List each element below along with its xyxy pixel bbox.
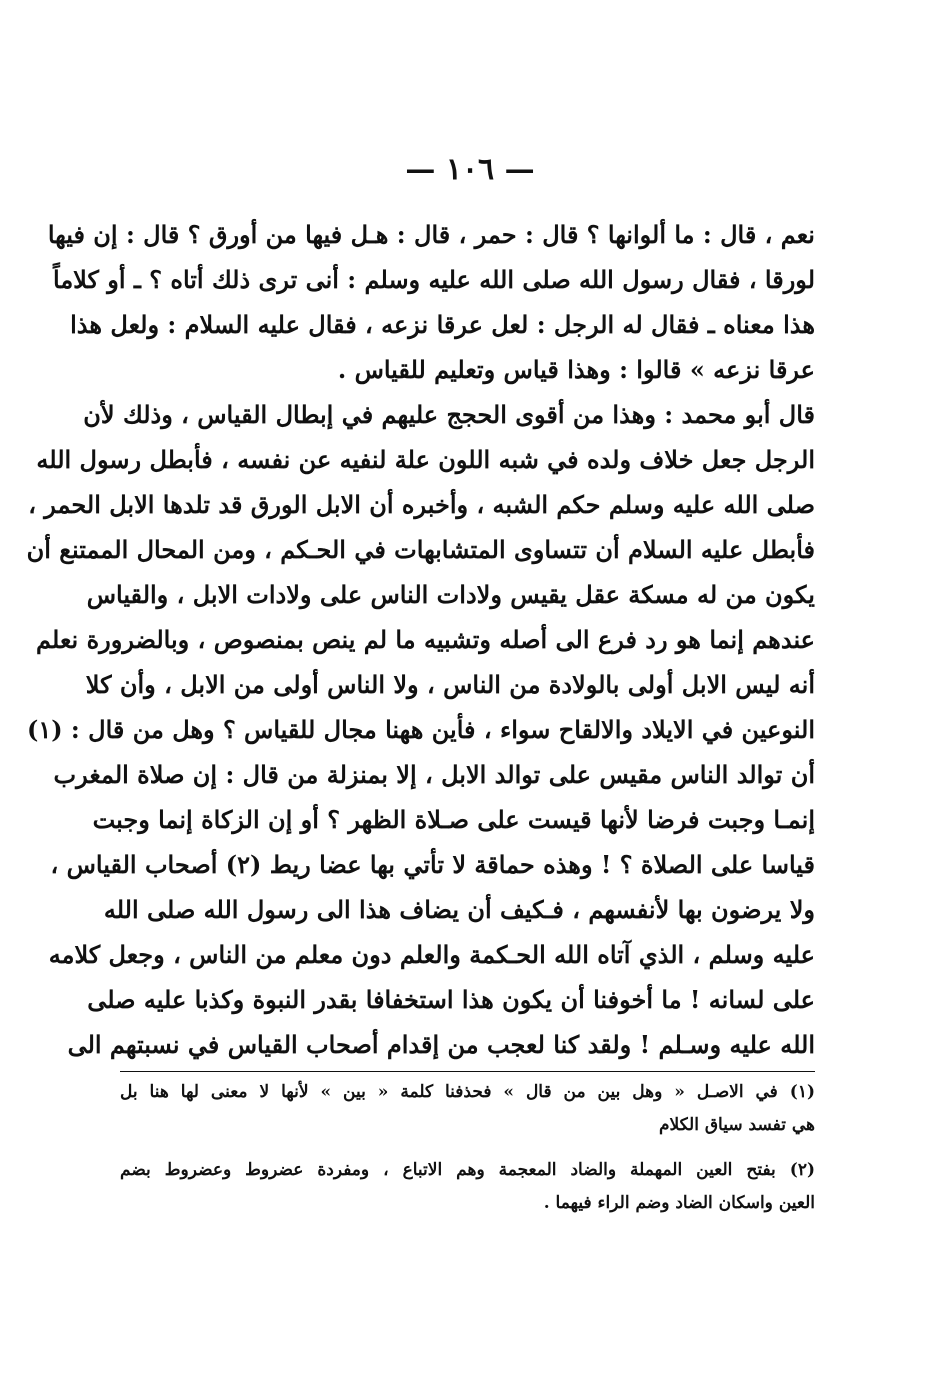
footnote-spacer xyxy=(120,1142,815,1154)
text-line: أنه ليس الابل أولى بالولادة من الناس ، ولا الناس أولى من الابل ، وأن كلا xyxy=(85,670,815,699)
main-text xyxy=(26,212,815,1067)
footnote-line: العين واسكان الضاد وضم الراء فيهما . xyxy=(543,1193,815,1213)
text-line: لورقا ، فقال رسول الله صلى الله عليه وسلم : أنى ترى ذلك أتاه ؟ ـ أو كلاماً xyxy=(53,265,815,294)
text-line: الرجل جعل خلاف ولده في شبه اللون علة لنفيه عن نفسه ، فأبطل رسول الله xyxy=(36,445,815,474)
text-line: الله عليه وسـلم ! ولقد كنا لعجب من إقدام أصحاب القياس في نسبتهم الى xyxy=(67,1030,815,1059)
text-line: النوعين في الايلاد والالقاح سواء ، فأين ههنا مجال للقياس ؟ وهل من قال : (١) xyxy=(26,715,815,744)
text-line: قياسا على الصلاة ؟ ! وهذه حماقة لا تأتي بها عضا ريط (٢) أصحاب القياس ، xyxy=(50,850,815,879)
text-line: قال أبو محمد : وهذا من أقوى الحجج عليهم في إبطال القياس ، وذلك لأن xyxy=(83,400,815,429)
footnote-divider xyxy=(120,1071,815,1072)
text-line: ولا يرضون بها لأنفسهم ، فـكيف أن يضاف هذا الى رسول الله صلى الله xyxy=(103,895,815,924)
footnote-2 xyxy=(120,1154,815,1220)
text-line: عليه وسلم ، الذي آتاه الله الحـكمة والعلم دون معلم من الناس ، وجعل كلامه xyxy=(48,940,815,969)
text-line: فأبطل عليه السلام أن تتساوى المتشابهات في الحـكم ، ومن المحال الممتنع أن xyxy=(26,535,815,564)
text-line: يكون من له مسكة عقل يقيس ولادات الناس على ولادات الابل ، والقياس xyxy=(86,580,815,609)
text-line: على لسانه ! ما أخوفنا أن يكون هذا استخفافا بقدر النبوة وكذبا عليه صلى xyxy=(87,985,815,1014)
text-line: نعم ، قال : ما ألوانها ؟ قال : حمر ، قال : هـل فيها من أورق ؟ قال : إن فيها xyxy=(47,220,815,249)
footnote-1 xyxy=(120,1076,815,1142)
text-line: عرقا نزعه » قالوا : وهذا قياس وتعليم للقياس . xyxy=(337,355,815,384)
footnote-line: (١) في الاصـل « وهل بين من قال » فحذفنا كلمة « بين » لأنها لا معنى لها هنا بل xyxy=(120,1082,815,1102)
text-line: أن توالد الناس مقيس على توالد الابل ، إلا بمنزلة من قال : إن صلاة المغرب xyxy=(53,760,815,789)
text-line: هذا معناه ـ فقال له الرجل : لعل عرقا نزعه ، فقال عليه السلام : ولعل هذا xyxy=(70,310,815,339)
text-line: صلى الله عليه وسلم حكم الشبه ، وأخبره أن الابل الورق قد تلدها الابل الحمر ، xyxy=(28,490,815,519)
footnote-line: (٢) بفتح العين المهملة والضاد المعجمة وهم الاتباع ، ومفردة عضروط وعضروط بضم xyxy=(120,1160,815,1180)
page-number: — ١٠٦ — xyxy=(405,152,535,187)
footnote-line: هي تفسد سياق الكلام xyxy=(658,1115,815,1135)
text-line: عندهم إنما هو رد فرع الى أصله وتشبيه ما لم ينص بمنصوص ، وبالضرورة نعلم xyxy=(36,625,815,654)
text-line: إنمـا وجبت فرضا لأنها قيست على صـلاة الظهر ؟ أو إن الزكاة إنما وجبت xyxy=(92,805,815,834)
footnotes xyxy=(120,1076,815,1220)
